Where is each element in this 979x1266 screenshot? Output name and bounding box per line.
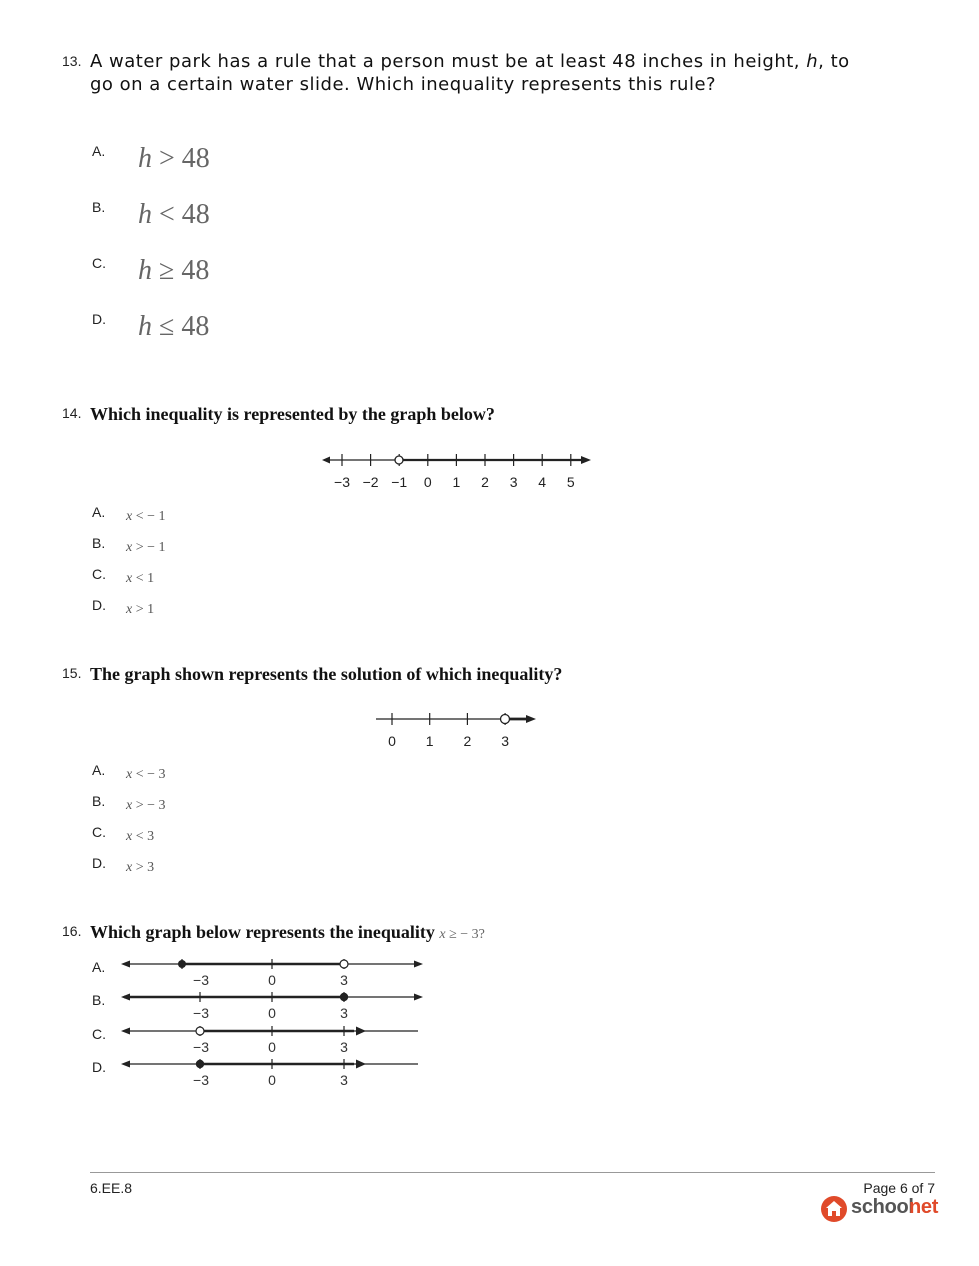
q16-d-ray-arrow [356, 1060, 366, 1069]
q13-choice-c-expression[interactable]: h ≥ 48 [138, 255, 210, 286]
q13-choice-d-expression[interactable]: h ≤ 48 [138, 311, 210, 342]
q14-number: 14. [62, 405, 82, 421]
q16-choice-b-number-line[interactable] [118, 987, 428, 1021]
q16-b-right-arrow [414, 994, 423, 1001]
q15-question-text: The graph shown represents the solution of which inequality? [90, 664, 563, 684]
q14-choice-b-letter[interactable]: B. [92, 535, 106, 551]
q15-choice-c-expression[interactable]: x < 3 [126, 829, 155, 844]
q16-inline-expression: x ≥ − 3? [439, 927, 485, 942]
q14-choice-c-expression[interactable]: x < 1 [126, 571, 155, 586]
q16-a-right-arrow [414, 961, 423, 968]
q13-choice-a-expression[interactable]: h > 48 [138, 143, 210, 174]
q16-question-text: Which graph below represents the inequality x ≥ − 3? [90, 922, 485, 942]
q16-choice-a-number-line[interactable] [118, 954, 428, 988]
q16-c-label-0: 0 [268, 1039, 276, 1055]
logo-text-school: school [851, 1196, 914, 1218]
q16-b-label-3: 3 [340, 1005, 348, 1021]
q16-d-closed-dot [196, 1060, 204, 1068]
logo-text-net: net [909, 1196, 939, 1218]
q14-number-line [318, 448, 598, 492]
q16-d-label-neg3: −3 [193, 1072, 209, 1088]
q16-c-ray-arrow [356, 1027, 366, 1036]
q14-tick-label: 2 [481, 474, 489, 490]
q16-choice-c-letter[interactable]: C. [92, 1026, 106, 1042]
q14-choice-a-expression[interactable]: x < − 1 [126, 509, 166, 524]
q14-left-arrow [322, 457, 330, 464]
q16-c-left-arrow [121, 1028, 130, 1035]
q14-tick-label: −1 [391, 474, 408, 490]
q16-b-label-neg3: −3 [193, 1005, 209, 1021]
q16-c-label-3: 3 [340, 1039, 348, 1055]
q16-b-label-0: 0 [268, 1005, 276, 1021]
q16-choice-d-number-line[interactable] [118, 1054, 428, 1088]
q14-tick-label: 1 [452, 474, 461, 490]
q13-choice-d-letter[interactable]: D. [92, 311, 106, 327]
q15-tick-label: 1 [425, 733, 434, 749]
schoolnet-house-icon [820, 1195, 848, 1223]
q15-choice-a-expression[interactable]: x < − 3 [126, 767, 166, 782]
q13-choice-b-letter[interactable]: B. [92, 199, 106, 215]
q14-choice-c-letter[interactable]: C. [92, 566, 106, 582]
q15-choice-d-expression[interactable]: x > 3 [126, 860, 155, 875]
q14-choice-b-expression[interactable]: x > − 1 [126, 540, 166, 555]
q16-c-label-neg3: −3 [193, 1039, 209, 1055]
q15-choice-b-letter[interactable]: B. [92, 793, 106, 809]
q14-open-circle [395, 456, 403, 464]
q13-choice-c-letter[interactable]: C. [92, 255, 106, 271]
q16-choice-d-letter[interactable]: D. [92, 1059, 106, 1075]
q16-a-label-neg3: −3 [193, 972, 209, 988]
q15-choice-b-expression[interactable]: x > − 3 [126, 798, 166, 813]
q13-question-text: A water park has a rule that a person must be at least 48 inches in height, h, to go on a certain water slide. Which inequality represents this rule? [90, 51, 850, 95]
q16-c-open-circle [196, 1027, 204, 1035]
q16-d-label-3: 3 [340, 1072, 348, 1088]
footer-page-number: Page 6 of 7 [863, 1180, 935, 1196]
q16-a-label-0: 0 [268, 972, 276, 988]
q14-choice-d-letter[interactable]: D. [92, 597, 106, 613]
q13-number: 13. [62, 53, 82, 69]
q16-choice-c-number-line[interactable] [118, 1021, 428, 1055]
q15-choice-a-letter[interactable]: A. [92, 762, 106, 778]
q15-number: 15. [62, 665, 82, 681]
footer-standard: 6.EE.8 [90, 1180, 133, 1196]
q14-choice-a-letter[interactable]: A. [92, 504, 106, 520]
q16-a-open-circle [340, 960, 348, 968]
q16-choice-a-letter[interactable]: A. [92, 959, 106, 975]
schoolnet-logo [820, 1195, 940, 1223]
q15-choice-d-letter[interactable]: D. [92, 855, 106, 871]
q14-tick-label: 3 [509, 474, 518, 490]
q14-tick-label: 5 [566, 474, 575, 490]
q13-choice-b-expression[interactable]: h < 48 [138, 199, 210, 230]
footer-divider [90, 1172, 935, 1173]
q16-b-closed-dot [340, 993, 348, 1001]
q15-tick-label: 0 [388, 733, 396, 749]
q14-tick-label: −3 [334, 474, 350, 490]
q16-a-label-3: 3 [340, 972, 348, 988]
q14-question-text: Which inequality is represented by the graph below? [90, 404, 495, 424]
q16-d-left-arrow [121, 1061, 130, 1068]
q15-open-circle [501, 715, 510, 724]
q16-a-closed-dot [178, 960, 186, 968]
q13-choice-a-letter[interactable]: A. [92, 143, 106, 159]
q16-a-left-arrow [121, 961, 130, 968]
q15-choice-c-letter[interactable]: C. [92, 824, 106, 840]
q14-tick-label: 0 [423, 474, 432, 490]
q14-choice-d-expression[interactable]: x > 1 [126, 602, 155, 617]
q16-d-label-0: 0 [268, 1072, 276, 1088]
q15-number-line [372, 708, 542, 752]
q15-right-arrow [526, 715, 536, 723]
q14-tick-label: −2 [362, 474, 379, 490]
q13-variable: h [806, 51, 819, 72]
q14-tick-label: 4 [538, 474, 547, 490]
q16-choice-b-letter[interactable]: B. [92, 992, 106, 1008]
q15-tick-label: 3 [501, 733, 509, 749]
q15-tick-label: 2 [463, 733, 472, 749]
q16-number: 16. [62, 923, 82, 939]
